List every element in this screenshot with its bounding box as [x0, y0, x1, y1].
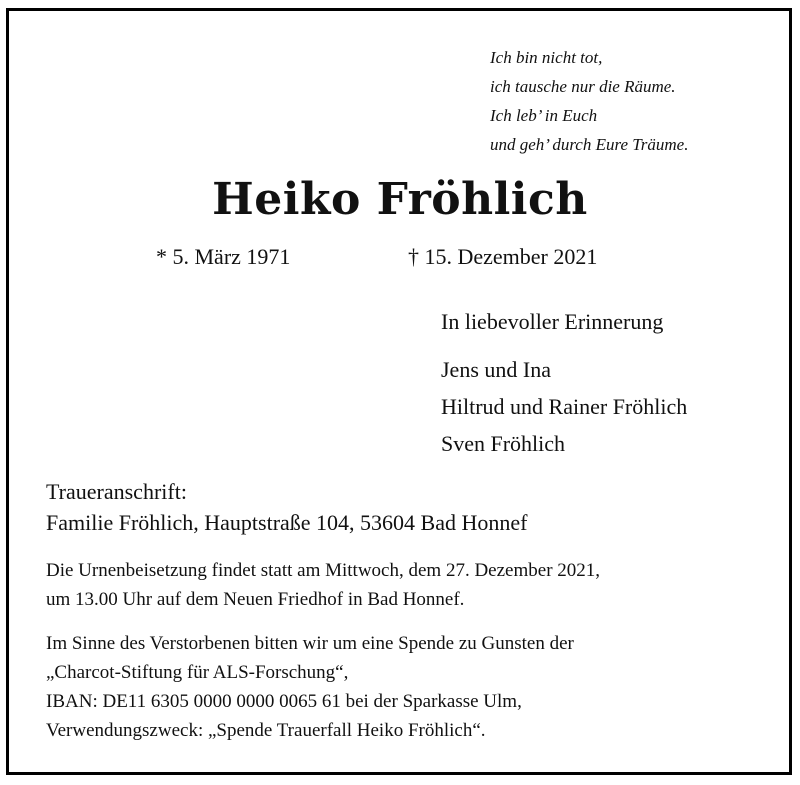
mourner: Hiltrud und Rainer Fröhlich	[441, 394, 688, 419]
poem-line: und geh’ durch Eure Träume.	[490, 135, 689, 154]
funeral-line: um 13.00 Uhr auf dem Neuen Friedhof in Bad Honnef.	[46, 589, 465, 610]
mourner: Sven Fröhlich	[441, 431, 566, 456]
address-label: Traueranschrift:	[46, 479, 187, 504]
poem	[490, 43, 688, 159]
donation-line: IBAN: DE11 6305 0000 0000 0065 61 bei der Sparkasse Ulm,	[46, 691, 522, 712]
mourner: Jens und Ina	[441, 357, 551, 382]
donation-info	[46, 629, 574, 745]
funeral-info	[46, 556, 600, 614]
birth-date: * 5. März 1971	[156, 244, 291, 269]
poem-line: ich tausche nur die Räume.	[490, 77, 676, 96]
address-line: Familie Fröhlich, Hauptstraße 104, 53604 Bad Honnef	[46, 510, 528, 535]
mourners-list	[441, 351, 687, 462]
death-date: † 15. Dezember 2021	[408, 244, 598, 269]
poem-line: Ich bin nicht tot,	[490, 48, 603, 67]
deceased-name: Heiko Fröhlich	[212, 174, 588, 225]
donation-line: „Charcot-Stiftung für ALS-Forschung“,	[46, 662, 349, 683]
remembrance-line: In liebevoller Erinnerung	[441, 309, 664, 334]
poem-line: Ich leb’ in Euch	[490, 106, 598, 125]
mourning-address	[46, 476, 527, 538]
donation-line: Verwendungszweck: „Spende Trauerfall Heiko Fröhlich“.	[46, 720, 486, 741]
funeral-line: Die Urnenbeisetzung findet statt am Mittwoch, dem 27. Dezember 2021,	[46, 560, 601, 581]
donation-line: Im Sinne des Verstorbenen bitten wir um eine Spende zu Gunsten der	[46, 633, 574, 654]
